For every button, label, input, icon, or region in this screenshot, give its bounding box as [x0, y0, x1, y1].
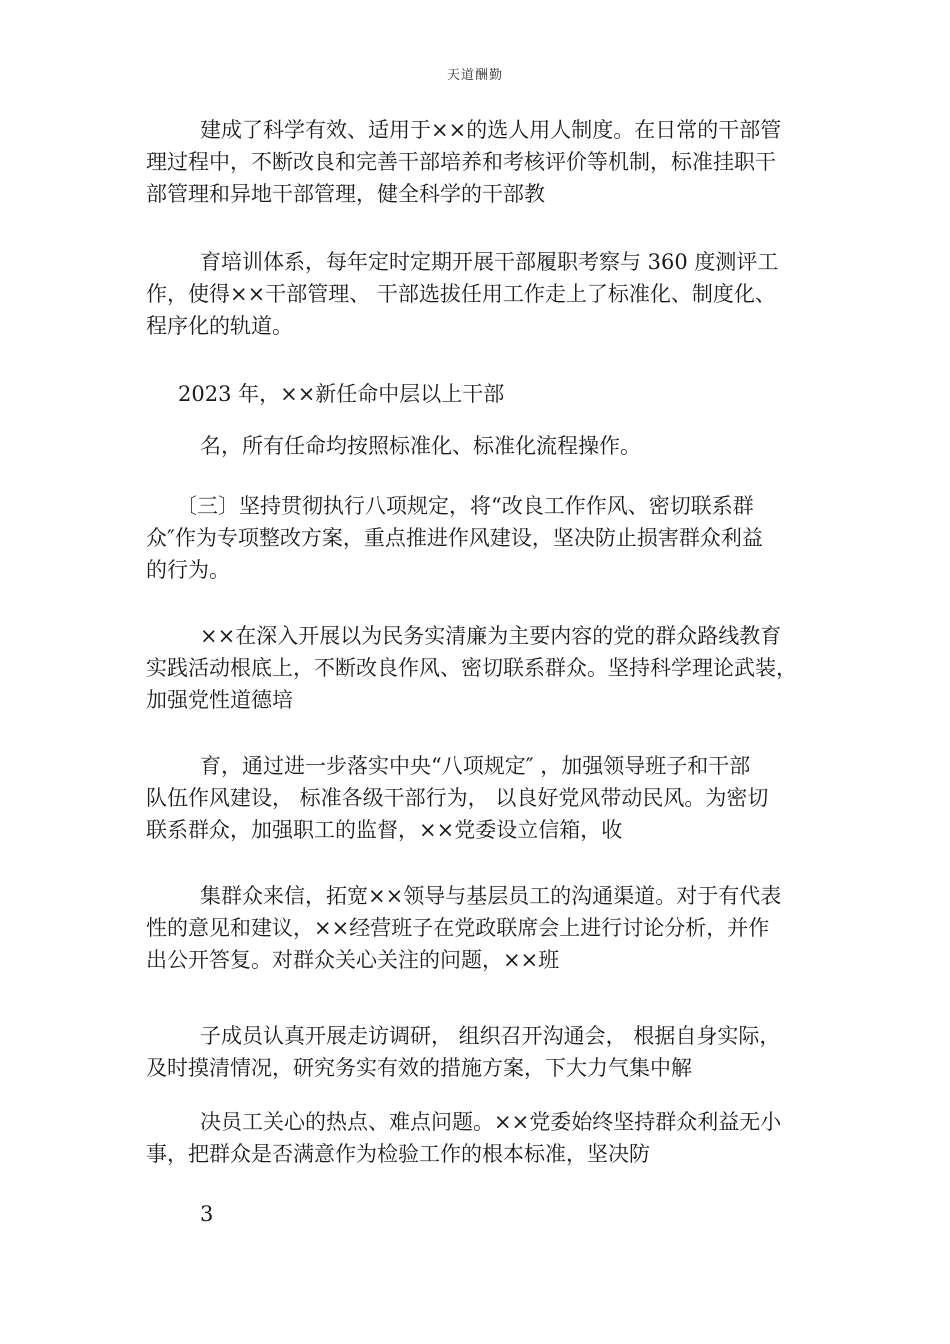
paragraph-line: 众″作为专项整改方案，重点推进作风建设，坚决防止损害群众利益	[146, 526, 763, 550]
paragraph-line: 性的意见和建议，××经营班子在党政联席会上进行讨论分析，并作	[146, 916, 770, 940]
paragraph-10	[146, 1106, 806, 1170]
paragraph-9	[146, 1020, 806, 1084]
paragraph-line: 部管理和异地干部管理，健全科学的干部教	[146, 182, 545, 206]
paragraph-line: 2023 年，××新任命中层以上干部	[178, 382, 505, 406]
paragraph-line: 作，使得××干部管理、 干部选拔任用工作走上了标准化、制度化、	[146, 282, 776, 306]
paragraph-4	[146, 430, 806, 462]
paragraph-5	[146, 490, 806, 586]
paragraph-line: ××在深入开展以为民务实清廉为主要内容的党的群众路线教育	[200, 624, 782, 648]
paragraph-line: 育，通过进一步落实中央“八项规定″ ，加强领导班子和干部	[200, 754, 751, 778]
paragraph-line: 育培训体系，每年定时定期开展干部履职考察与 360 度测评工	[200, 250, 779, 274]
paragraph-line: 决员工关心的热点、难点问题。××党委始终坚持群众利益无小	[200, 1110, 782, 1134]
page-header: 天道酬勤	[446, 68, 503, 83]
paragraph-line: 建成了科学有效、适用于××的选人用人制度。在日常的干部管	[200, 118, 782, 142]
paragraph-3	[146, 378, 806, 410]
paragraph-1	[146, 114, 806, 210]
paragraph-line: 理过程中，不断改良和完善干部培养和考核评价等机制，标准挂职干	[146, 150, 776, 174]
paragraph-line: 队伍作风建设， 标准各级干部行为， 以良好党风带动民风。为密切	[146, 786, 769, 810]
paragraph-2	[146, 246, 806, 342]
page-number: 3	[200, 1202, 214, 1226]
paragraph-line: 联系群众，加强职工的监督，××党委设立信箱，收	[146, 818, 623, 842]
paragraph-8	[146, 880, 806, 976]
paragraph-line: 加强党性道德培	[146, 688, 293, 712]
paragraph-line: 子成员认真开展走访调研， 组织召开沟通会， 根据自身实际，	[200, 1024, 781, 1048]
paragraph-7	[146, 750, 806, 846]
paragraph-line: 事，把群众是否满意作为检验工作的根本标准，坚决防	[146, 1142, 650, 1166]
paragraph-line: 实践活动根底上，不断改良作风、密切联系群众。坚持科学理论武装，	[146, 656, 797, 680]
paragraph-line: 集群众来信，拓宽××领导与基层员工的沟通渠道。对于有代表	[200, 884, 782, 908]
paragraph-line: 出公开答复。对群众关心关注的问题，××班	[146, 948, 560, 972]
paragraph-line: 名，所有任命均按照标准化、标准化流程操作。	[200, 434, 641, 458]
paragraph-line: 及时摸清情况，研究务实有效的措施方案，下大力气集中解	[146, 1056, 692, 1080]
paragraph-line: 〔三〕坚持贯彻执行八项规定，将“改良工作作风、密切联系群	[176, 494, 754, 518]
paragraph-line: 程序化的轨道。	[146, 314, 293, 338]
paragraph-line: 的行为。	[146, 558, 230, 582]
paragraph-6	[146, 620, 806, 716]
